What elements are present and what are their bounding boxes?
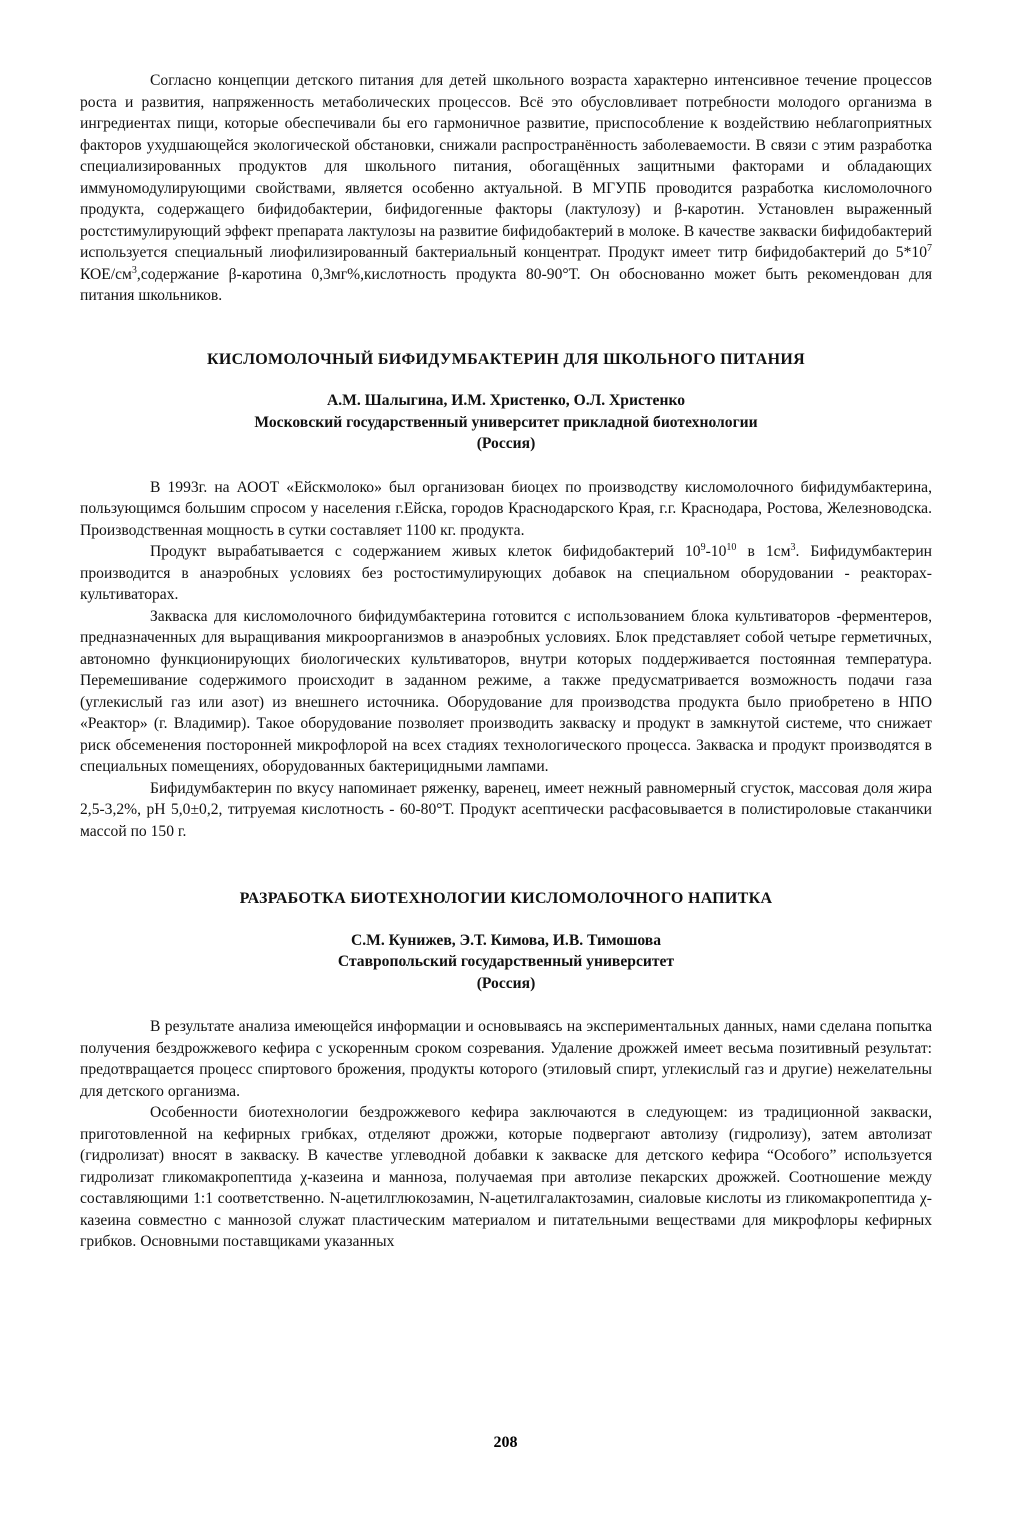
article1-paragraph-1: В 1993г. на АООТ «Ейскмолоко» был организован биоцех по производству кисломолочного бифидумбактерина, пользующимся большим спросом у населения г.Ейска, городов Краснодарского Края, г.г. Краснодара, Ростова, Железноводска. Производственная мощность в сутки составляет 1100 кг. продукта.	[80, 478, 932, 539]
article1-country: (Россия)	[476, 435, 536, 452]
article2-country: (Россия)	[476, 974, 536, 992]
page-content	[80, 70, 932, 1253]
article2-title: РАЗРАБОТКА БИОТЕХНОЛОГИИ КИСЛОМОЛОЧНОГО НАПИТКА	[239, 890, 773, 907]
article2-authors: С.М. Кунижев, Э.Т. Кимова, И.В. Тимошова	[350, 931, 662, 949]
intro-paragraph: Согласно концепции детского питания для детей школьного возраста характерно интенсивное течение процессов роста и развития, напряженность метаболических процессов. Всё это обусловливает потребности молодого организма в ингредиентах пищи, которые обеспечивали бы его гармоничное развитие, приспособление к воздействию неблагоприятных факторов ухудшающейся экологической обстановки, снижали распространённость заболеваемости. В связи с этим разработка специализированных продуктов для школьного питания, обогащённых защитными факторами и обладающих иммуномодулирующими свойствами, является особенно актуальной. В МГУПБ проводится разработка кисломолочного продукта, содержащего бифидобактерии, бифидогенные факторы (лактулозу) и β-каротин. Установлен выраженный ростстимулирующий эффект препарата лактулозы на развитие бифидобактерий в молоке. В качестве закваски бифидобактерий используется специальный лиофилизированный бактериальный концентрат. Продукт имеет титр бифидобактерий до $5*10^7$ КОЕ/$см^3,содержание$ β-каротина 0,3мг%,кислотность продукта 80-90°Т. Он обоснованно может быть рекомендован для питания школьников.	[80, 72, 932, 304]
article1-paragraph-3: Закваска для кисломолочного бифидумбактерина готовится с использованием блока культиваторов -ферментеров, предназначенных для выращивания микроорганизмов в анаэробных условиях. Блок представляет собой четыре герметичных, автономно функционирующих биологических культиваторов, внутри которых поддерживается постоянная температура. Перемешивание содержимого происходит в заданном режиме, а также предусматривается возможность подачи газа (углекислый газ или азот) из внешнего источника. Оборудование для производства продукта было приобретено в НПО «Реактор» (г. Владимир). Такое оборудование позволяет производить закваску и продукт в замкнутой системе, что снижает риск обсеменения посторонней микрофлорой на всех стадиях технологического процесса. Закваска и продукт производятся в специальных помещениях, оборудованных бактерицидными лампами.	[80, 607, 932, 775]
article1-body	[80, 477, 932, 843]
article1-affiliation: Московский государственный университет прикладной биотехнологии	[254, 413, 758, 431]
article1-paragraph-4: Бифидумбактерин по вкусу напоминает ряженку, варенец, имеет нежный равномерный сгусток, массовая доля жира 2,5-3,2%, pH 5,0±0,2, титруемая кислотность - 60-80°Т. Продукт асептически расфасовывается в полистироловые стаканчики массой по 150 г.	[80, 779, 932, 840]
article2-paragraph-2: Особенности биотехнологии бездрожжевого кефира заключаются в следующем: из традиционной закваски, приготовленной на кефирных грибках, отделяют дрожжи, которые подвергают автолизу (гидролизу), затем автолизат (гидролизат) вносят в закваску. В качестве углеводной добавки к закваске для детского кефира “Особого” используется гидролизат гликомакропептида χ-казеина и манноза, получаемая при автолизе пекарских дрожжей. Соотношение между составляющими 1:1 соответственно. N-ацетилглюкозамин, N-ацетилгалактозамин, сиаловые кислоты из гликомакропептида χ-казеина совместно с маннозой служат пластическим материалом и питательными веществами для микрофлоры кефирных грибков. Основными поставщиками указанных	[80, 1104, 932, 1250]
article1-paragraph-2: Продукт вырабатывается с содержанием живых клеток бифидобактерий $10^9-10^{10}$ в $1см^3$. Бифидумбактерин производится в анаэробных условиях без ростостимулирующих добавок на специальном оборудовании - реакторах-культиваторах.	[80, 541, 933, 603]
page-number: 208	[493, 1434, 518, 1451]
article2-body	[80, 1016, 932, 1253]
article2-paragraph-1: В результате анализа имеющейся информации и основываясь на экспериментальных данных, нами сделана попытка получения бездрожжевого кефира с ускоренным сроком созревания. Удаление дрожжей имеет весьма позитивный результат: предотвращается процесс спиртового брожения, продукты которого (этиловый спирт, углекислый газ и другие) нежелательны для детского организма.	[80, 1018, 932, 1100]
article1-title: КИСЛОМОЛОЧНЫЙ БИФИДУМБАКТЕРИН ДЛЯ ШКОЛЬНОГО ПИТАНИЯ	[206, 350, 805, 368]
article2-affiliation: Ставропольский государственный университет	[337, 953, 675, 970]
article1-authors: А.М. Шалыгина, И.М. Христенко, О.Л. Христенко	[326, 392, 686, 409]
